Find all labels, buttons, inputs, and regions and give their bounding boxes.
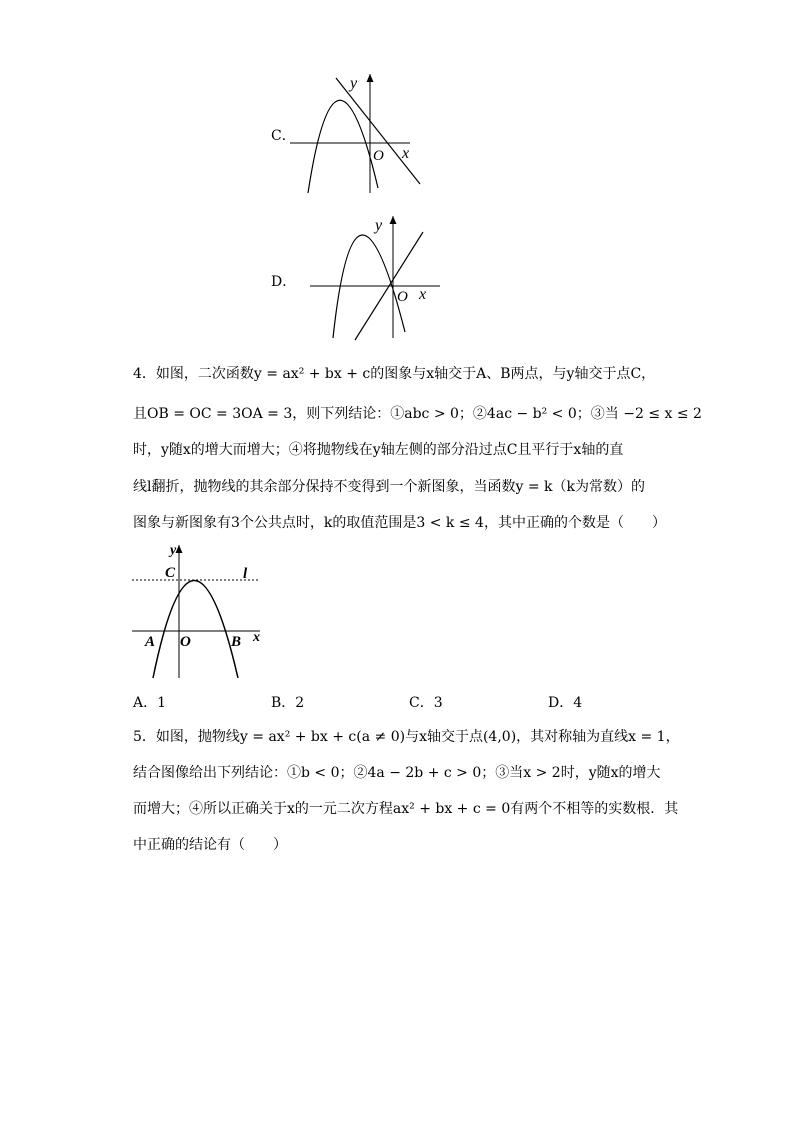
q4-choice-d: D．4 xyxy=(548,695,583,711)
y-axis-label: y xyxy=(170,543,177,558)
y-axis-label: y xyxy=(375,217,383,234)
q4-line-4: 线l翻折，抛物线的其余部分保持不变得到一个新图象，当函数y = k（k为常数）的 xyxy=(133,479,645,495)
parabola xyxy=(153,581,238,679)
y-axis-arrow xyxy=(390,216,397,224)
q4-graph xyxy=(128,540,268,682)
origin-label: O xyxy=(180,634,191,650)
q4-line-1: 4．如图，二次函数y = ax² + bx + c的图象与x轴交于A、B两点，与y轴交于点C， xyxy=(133,366,656,382)
q4-choice-b: B．2 xyxy=(271,695,305,711)
y-axis-label: y xyxy=(350,75,358,92)
option-c-graph xyxy=(280,68,430,198)
option-d-graph xyxy=(305,210,445,342)
origin-label: O xyxy=(397,289,408,305)
point-c-label: C xyxy=(165,565,176,581)
q5-line-4: 中正确的结论有（ ） xyxy=(133,837,287,853)
point-b-label: B xyxy=(231,634,242,650)
y-axis-arrow xyxy=(367,74,374,82)
x-axis-label: x xyxy=(402,145,410,162)
q4-choice-a: A．1 xyxy=(133,695,167,711)
origin-label: O xyxy=(373,148,384,164)
line-l-label: l xyxy=(243,566,248,582)
option-d-label: D． xyxy=(271,274,297,290)
x-axis-label: x xyxy=(253,630,260,645)
q4-line-5: 图象与新图象有3个公共点时，k的取值范围是3 < k ≤ 4，其中正确的个数是（ ） xyxy=(133,515,666,531)
point-a-label: A xyxy=(145,634,156,650)
q5-line-3: 而增大；④所以正确关于x的一元二次方程ax² + bx + c = 0有两个不相等的实数根．其 xyxy=(133,801,679,817)
q5-line-1: 5．如图，抛物线y = ax² + bx + c(a ≠ 0)与x轴交于点(4,0)，其对称轴为直线x = 1， xyxy=(133,729,680,745)
parabola xyxy=(308,100,378,193)
x-axis-label: x xyxy=(419,286,427,303)
straight-line xyxy=(336,78,420,184)
option-c-label: C． xyxy=(271,128,296,144)
q4-choice-c: C．3 xyxy=(409,695,443,711)
y-axis-arrow xyxy=(176,545,183,553)
q4-line-3: 时，y随x的增大而增大；④将抛物线在y轴左侧的部分沿过点C且平行于x轴的直 xyxy=(133,442,624,458)
q4-line-2: 且OB = OC = 3OA = 3，则下列结论：①abc > 0；②4ac − b² < 0；③当 −2 ≤ x ≤ 2 xyxy=(133,406,702,422)
q5-line-2: 结合图像给出下列结论：①b < 0；②4a − 2b + c > 0；③当x > 2时，y随x的增大 xyxy=(133,765,661,781)
